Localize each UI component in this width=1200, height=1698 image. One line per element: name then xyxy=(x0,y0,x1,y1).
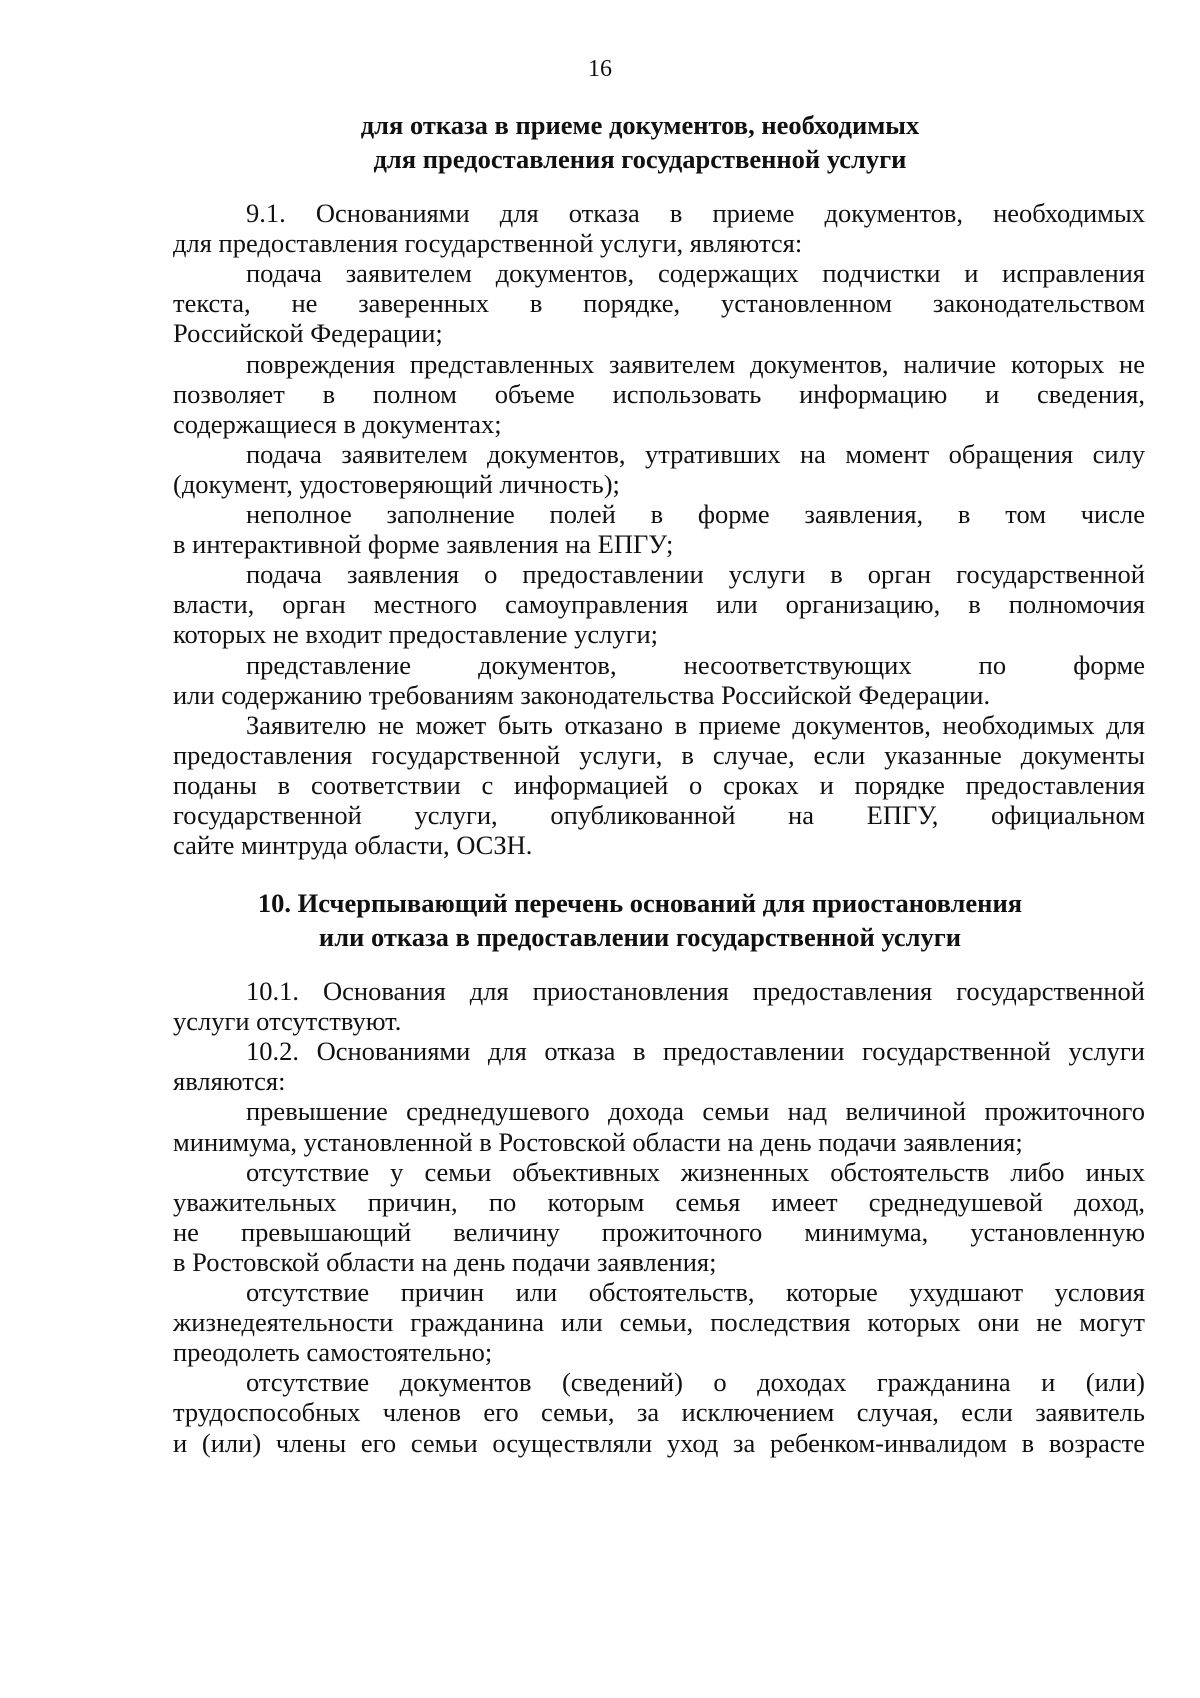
text-line: (документ, удостоверяющий личность); xyxy=(173,468,620,499)
text-line: в Ростовской области на день подачи заявления; xyxy=(173,1246,717,1277)
text-line: позволяет в полном объеме использовать информацию и сведения, xyxy=(173,378,1145,409)
page-number: 16 xyxy=(588,56,612,82)
text-line: государственной услуги, опубликованной на ЕПГУ, официальном xyxy=(173,800,1145,830)
text-line: неполное заполнение полей в форме заявления, в том числе xyxy=(246,499,1145,529)
section-heading-10 xyxy=(160,886,1120,954)
text-line: предоставления государственной услуги, в случае, если указанные документы xyxy=(173,739,1145,770)
text-line: подача заявления о предоставлении услуги в орган государственной xyxy=(246,559,1145,590)
heading-line: 10. Исчерпывающий перечень оснований для приостановления xyxy=(257,888,1023,918)
section-heading-9 xyxy=(160,108,1120,176)
text-line: и (или) члены его семьи осуществляли уход за ребенком-инвалидом в возрасте xyxy=(173,1427,1145,1458)
text-line: сайте минтруда области, ОСЗН. xyxy=(173,830,533,861)
text-line: преодолеть самостоятельно; xyxy=(173,1337,493,1368)
text-line: минимума, установленной в Ростовской области на день подачи заявления; xyxy=(173,1126,1023,1157)
text-line: представление документов, несоответствующих по форме xyxy=(246,649,1145,680)
text-line: отсутствие у семьи объективных жизненных обстоятельств либо иных xyxy=(246,1156,1145,1187)
text-line: услуги отсутствуют. xyxy=(173,1006,402,1037)
text-line: Заявителю не может быть отказано в приеме документов, необходимых для xyxy=(246,709,1145,740)
text-line: Российской Федерации; xyxy=(173,318,443,349)
text-line: превышение среднедушевого дохода семьи над величиной прожиточного xyxy=(246,1096,1145,1127)
text-line: для предоставления государственной услуги, являются: xyxy=(173,228,803,259)
text-line: подача заявителем документов, содержащих подчистки и исправления xyxy=(246,258,1145,289)
text-line: поданы в соответствии с информацией о сроках и порядке предоставления xyxy=(173,769,1145,800)
heading-line: или отказа в предоставлении государственной услуги xyxy=(318,922,962,952)
text-line: отсутствие причин или обстоятельств, которые ухудшают условия xyxy=(246,1277,1145,1307)
text-line: отсутствие документов (сведений) о доходах гражданина и (или) xyxy=(246,1367,1145,1398)
heading-line: для предоставления государственной услуги xyxy=(373,144,907,174)
text-line: жизнедеятельности гражданина или семьи, последствия которых они не могут xyxy=(173,1307,1145,1338)
text-line: повреждения представленных заявителем документов, наличие которых не xyxy=(246,348,1145,379)
text-line: не превышающий величину прожиточного минимума, установленную xyxy=(173,1216,1145,1247)
text-line: 10.2. Основаниями для отказа в предоставлении государственной услуги xyxy=(246,1036,1145,1067)
text-line: подача заявителем документов, утративших на момент обращения силу xyxy=(246,438,1145,469)
text-line: или содержанию требованиям законодательства Российской Федерации. xyxy=(173,679,991,710)
text-line: 9.1. Основаниями для отказа в приеме документов, необходимых xyxy=(246,198,1145,228)
text-line: власти, орган местного самоуправления или организацию, в полномочия xyxy=(173,589,1145,620)
text-line: уважительных причин, по которым семья имеет среднедушевой доход, xyxy=(173,1186,1145,1217)
text-line: в интерактивной форме заявления на ЕПГУ; xyxy=(173,529,674,560)
text-line: которых не входит предоставление услуги; xyxy=(173,619,658,650)
text-line: являются: xyxy=(173,1066,286,1097)
text-line: 10.1. Основания для приостановления предоставления государственной xyxy=(246,976,1145,1006)
text-line: трудоспособных членов его семьи, за исключением случая, если заявитель xyxy=(173,1397,1145,1428)
text-line: текста, не заверенных в порядке, установленном законодательством xyxy=(173,288,1145,319)
text-line: содержащиеся в документах; xyxy=(173,408,502,439)
heading-line: для отказа в приеме документов, необходимых xyxy=(360,110,920,140)
